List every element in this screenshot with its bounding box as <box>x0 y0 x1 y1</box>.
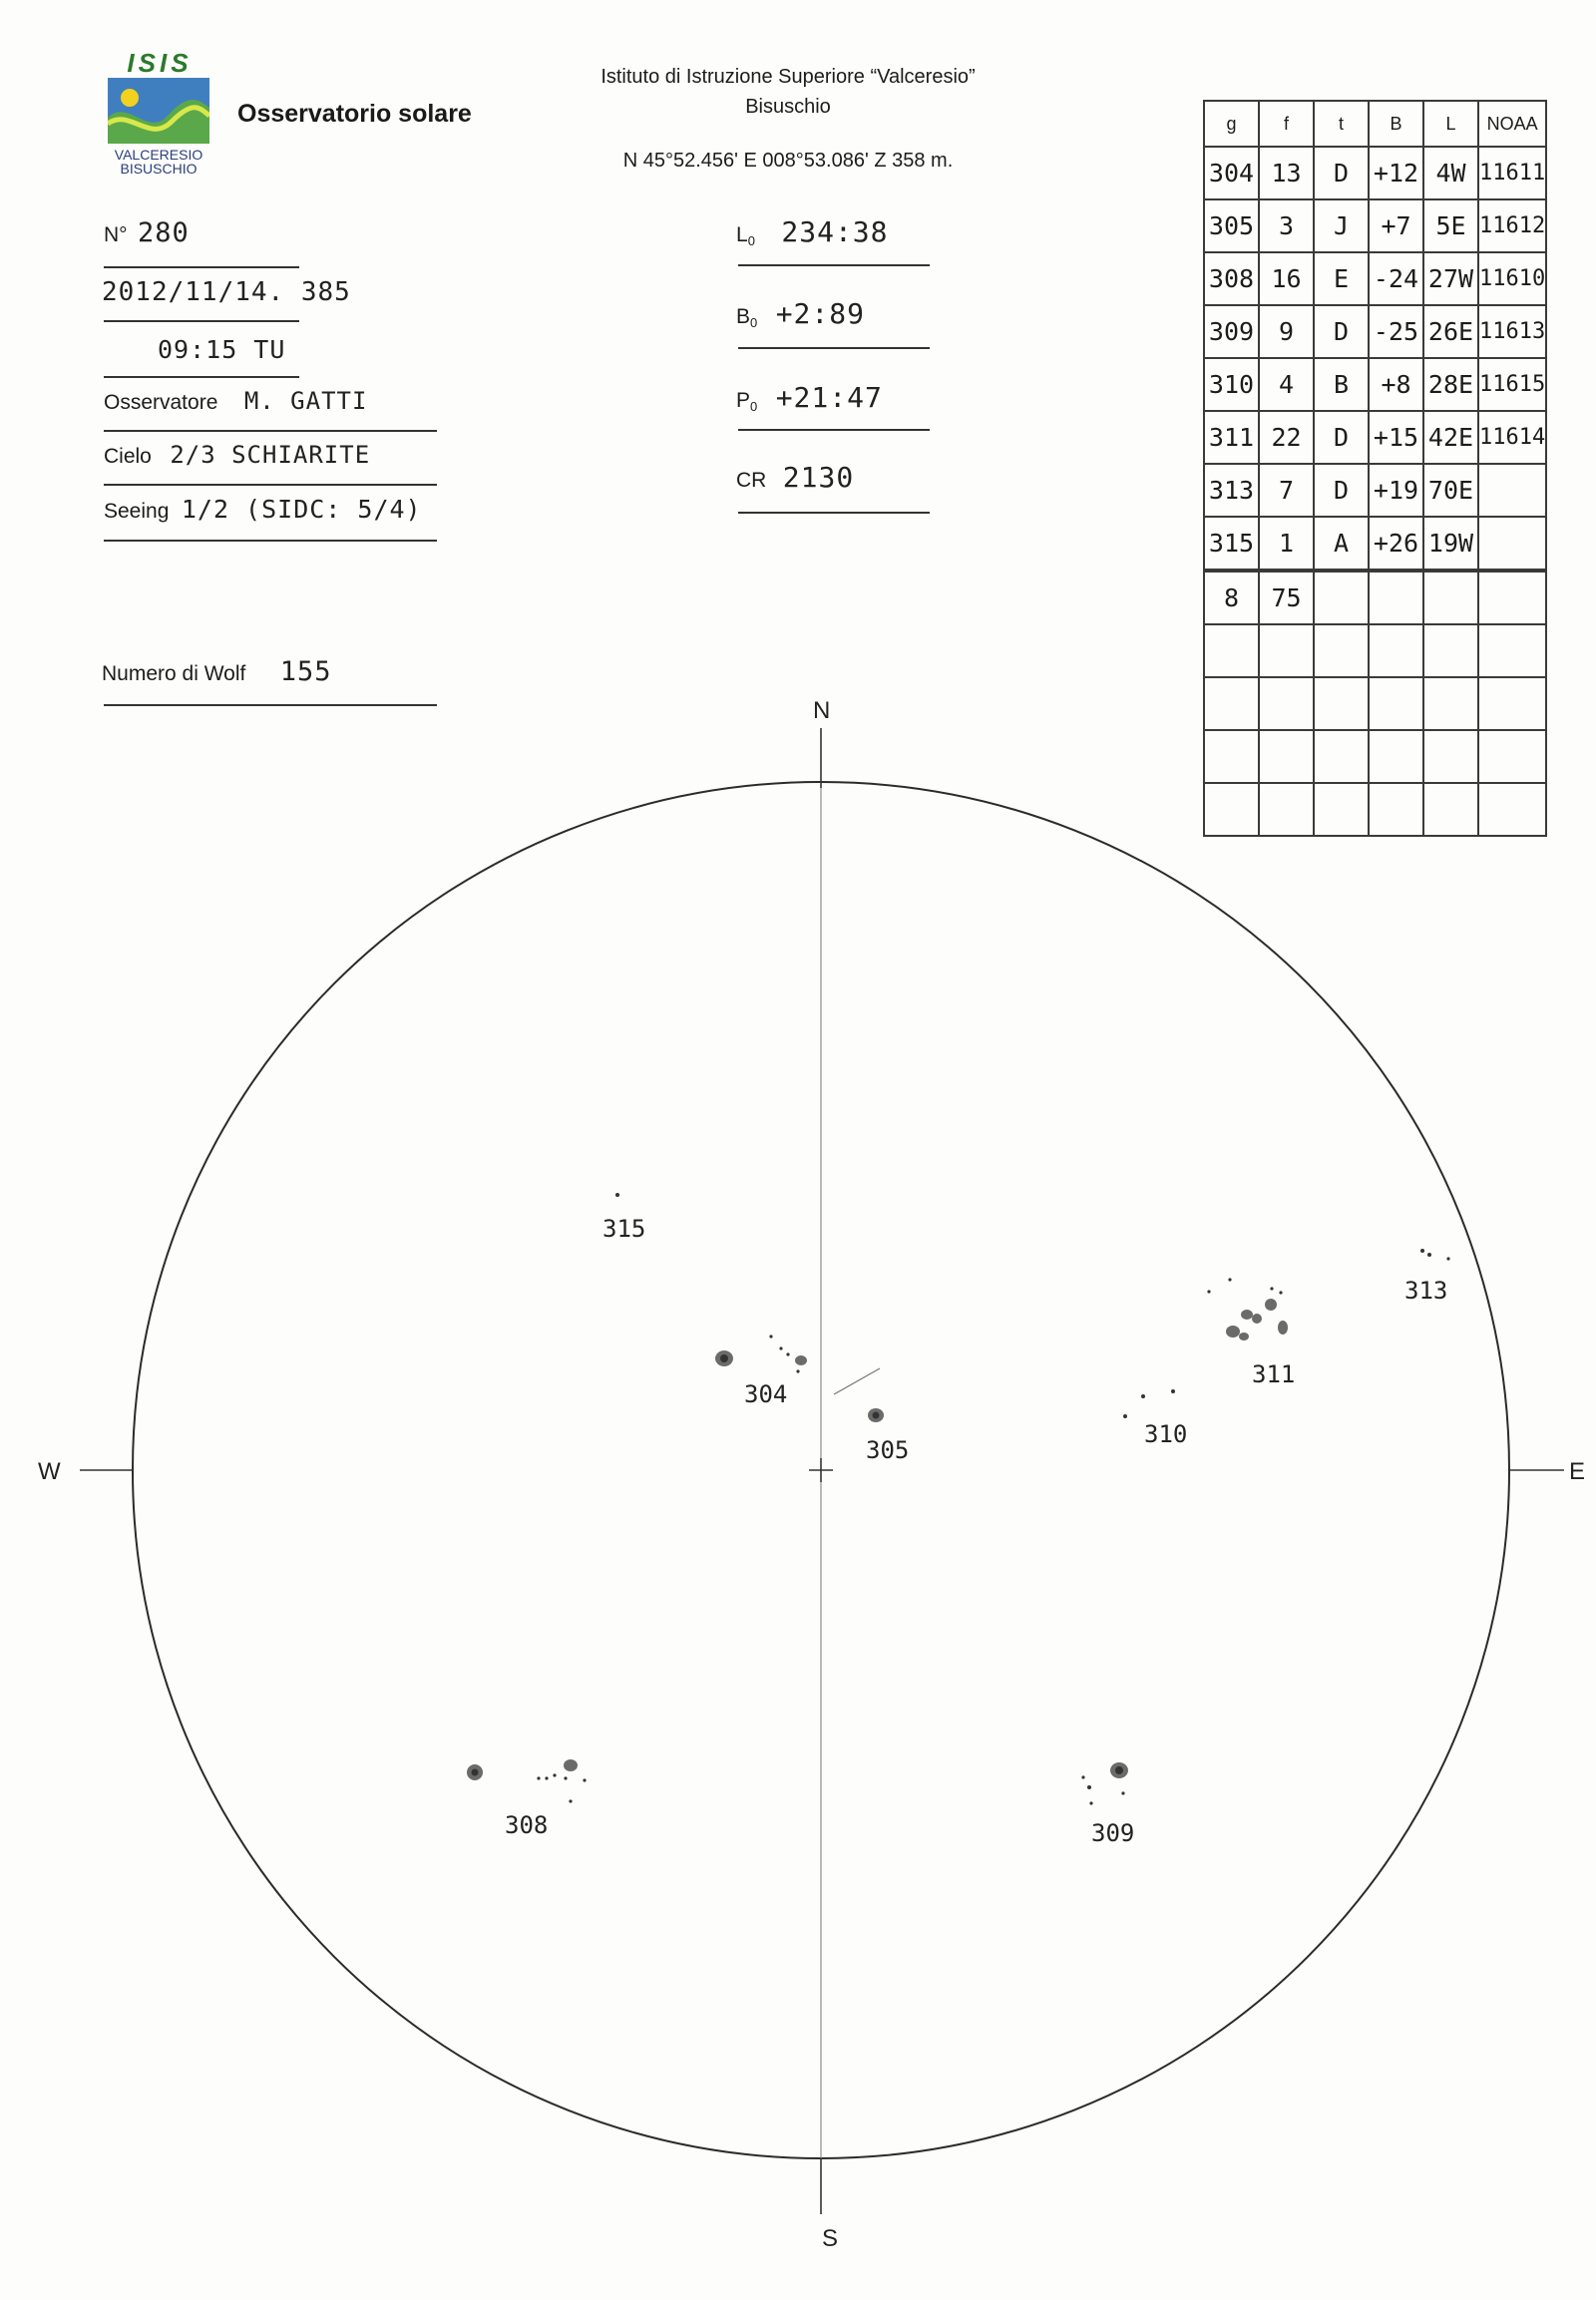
table-cell: E <box>1314 252 1369 305</box>
cr-value: 2130 <box>782 461 855 494</box>
table-cell: 22 <box>1259 411 1314 464</box>
spot <box>1141 1394 1145 1398</box>
seeing-value: 1/2 (SIDC: 5/4) <box>181 495 422 524</box>
p0-label: P <box>736 389 751 412</box>
table-cell: 42E <box>1423 411 1478 464</box>
table-header-cell: NOAA <box>1478 101 1546 147</box>
b0-label: B <box>736 305 751 328</box>
table-cell: D <box>1314 464 1369 517</box>
observation-date: 2012/11/14. 385 <box>102 277 351 307</box>
group-label-313: 313 <box>1404 1277 1448 1305</box>
record-number-label: N° <box>104 223 128 246</box>
spot <box>537 1776 540 1779</box>
spot-umbra <box>472 1769 479 1776</box>
cr-label: CR <box>736 469 767 492</box>
spot <box>1241 1310 1253 1320</box>
spot <box>1089 1801 1092 1804</box>
spot <box>564 1759 578 1771</box>
group-label-315: 315 <box>602 1215 646 1243</box>
table-cell: 11614 <box>1478 411 1546 464</box>
spot <box>1252 1314 1262 1324</box>
group-label-308: 308 <box>505 1811 549 1839</box>
b0-subscript: 0 <box>750 315 758 331</box>
table-cell: 11612 <box>1478 199 1546 252</box>
spot <box>583 1778 586 1781</box>
table-cell: 7 <box>1259 464 1314 517</box>
table-header-cell: g <box>1204 101 1259 147</box>
table-cell: 19W <box>1423 517 1478 571</box>
sunspot-group-313 <box>1420 1249 1450 1261</box>
sunspot-group-315 <box>615 1193 619 1197</box>
b0-value: +2:89 <box>775 297 865 330</box>
institute-town: Bisuschio <box>745 96 831 118</box>
observation-time: 09:15 TU <box>158 335 286 364</box>
spot <box>1171 1389 1175 1393</box>
institute-name: Istituto di Istruzione Superiore “Valceresio” <box>600 66 976 88</box>
table-cell: 311 <box>1204 411 1259 464</box>
table-cell: 305 <box>1204 199 1259 252</box>
spot-umbra <box>1115 1766 1123 1774</box>
table-cell: 28E <box>1423 358 1478 411</box>
p0-value: +21:47 <box>775 381 883 414</box>
spot <box>1278 1321 1288 1335</box>
seeing-label: Seeing <box>104 500 170 523</box>
table-cell: 11610 <box>1478 252 1546 305</box>
sunspot-group-311 <box>1207 1278 1288 1341</box>
table-cell: 304 <box>1204 147 1259 199</box>
table-cell: 4W <box>1423 147 1478 199</box>
table-header-cell: B <box>1369 101 1423 147</box>
south-label: S <box>822 2225 839 2252</box>
table-cell: +15 <box>1369 411 1423 464</box>
table-cell: +19 <box>1369 464 1423 517</box>
spot <box>1087 1785 1091 1789</box>
east-label: E <box>1569 1458 1586 1485</box>
equator-marker-line <box>834 1368 880 1394</box>
spot <box>786 1352 789 1355</box>
table-cell: 16 <box>1259 252 1314 305</box>
sunspot-group-310 <box>1123 1389 1175 1418</box>
spot <box>796 1369 799 1372</box>
sky-value: 2/3 SCHIARITE <box>170 441 371 469</box>
spot <box>1279 1291 1282 1294</box>
table-cell: 4 <box>1259 358 1314 411</box>
table-cell: 9 <box>1259 305 1314 358</box>
observer-label: Osservatore <box>104 391 218 414</box>
table-cell: B <box>1314 358 1369 411</box>
record-number-value: 280 <box>138 217 190 248</box>
table-cell: 11611 <box>1478 147 1546 199</box>
table-cell: 1 <box>1259 517 1314 571</box>
table-cell: +7 <box>1369 199 1423 252</box>
table-cell: 13 <box>1259 147 1314 199</box>
sunspot-group-304 <box>715 1335 807 1372</box>
table-cell: 313 <box>1204 464 1259 517</box>
spot <box>1228 1278 1231 1281</box>
sunspot-group-308 <box>467 1759 587 1803</box>
table-cell: 308 <box>1204 252 1259 305</box>
table-header-cell: t <box>1314 101 1369 147</box>
p0-subscript: 0 <box>750 399 758 415</box>
table-total-cell: 8 <box>1204 571 1259 624</box>
wolf-number-label: Numero di Wolf <box>102 662 246 685</box>
group-label-311: 311 <box>1252 1360 1296 1388</box>
spot-umbra <box>873 1412 880 1419</box>
table-total-cell: 75 <box>1259 571 1314 624</box>
table-cell: 70E <box>1423 464 1478 517</box>
station-coordinates: N 45°52.456' E 008°53.086' Z 358 m. <box>622 150 954 172</box>
wolf-number-value: 155 <box>279 656 332 687</box>
table-cell: -24 <box>1369 252 1423 305</box>
spot <box>564 1776 567 1779</box>
spot <box>1446 1257 1449 1260</box>
group-label-304: 304 <box>744 1380 788 1408</box>
isis-logo-word: ISIS <box>127 48 193 78</box>
table-cell: 3 <box>1259 199 1314 252</box>
table-cell: 11613 <box>1478 305 1546 358</box>
spot <box>1270 1287 1273 1290</box>
table-cell: 11615 <box>1478 358 1546 411</box>
spot <box>1123 1414 1127 1418</box>
table-cell: -25 <box>1369 305 1423 358</box>
table-cell: 5E <box>1423 199 1478 252</box>
spot <box>795 1355 807 1365</box>
table-cell: D <box>1314 147 1369 199</box>
table-cell: 27W <box>1423 252 1478 305</box>
table-cell: +26 <box>1369 517 1423 571</box>
l0-label: L <box>736 223 748 246</box>
spot <box>553 1773 556 1776</box>
l0-value: 234:38 <box>781 215 889 248</box>
west-label: W <box>38 1458 61 1485</box>
table-cell: A <box>1314 517 1369 571</box>
spot <box>615 1193 619 1197</box>
table-cell: +8 <box>1369 358 1423 411</box>
group-label-305: 305 <box>866 1436 910 1464</box>
spot <box>1420 1249 1424 1253</box>
spot <box>1427 1253 1431 1257</box>
table-cell: 26E <box>1423 305 1478 358</box>
observer-value: M. GATTI <box>243 387 368 415</box>
table-header-cell: L <box>1423 101 1478 147</box>
table-cell: 309 <box>1204 305 1259 358</box>
table-cell: 315 <box>1204 517 1259 571</box>
spot <box>1121 1791 1124 1794</box>
spot <box>569 1799 572 1802</box>
group-label-309: 309 <box>1091 1819 1135 1847</box>
l0-subscript: 0 <box>747 233 755 249</box>
group-label-310: 310 <box>1144 1420 1188 1448</box>
table-cell: D <box>1314 305 1369 358</box>
table-cell: D <box>1314 411 1369 464</box>
logo-caption-line2: BISUSCHIO <box>120 161 198 177</box>
north-label: N <box>813 697 831 724</box>
logo-caption-line1: VALCERESIO <box>114 147 203 163</box>
spot <box>1081 1775 1084 1778</box>
spot <box>1207 1290 1210 1293</box>
sky-label: Cielo <box>104 445 152 468</box>
spot <box>1226 1326 1240 1338</box>
table-cell: J <box>1314 199 1369 252</box>
table-cell: +12 <box>1369 147 1423 199</box>
spot <box>1239 1333 1249 1341</box>
sunspot-group-305 <box>868 1408 884 1422</box>
table-cell: 310 <box>1204 358 1259 411</box>
observatory-title: Osservatorio solare <box>237 100 472 128</box>
sunspot-group-309 <box>1081 1762 1128 1805</box>
spot <box>779 1346 782 1349</box>
table-header-cell: f <box>1259 101 1314 147</box>
spot <box>769 1335 772 1338</box>
spot <box>1265 1299 1277 1311</box>
spot-umbra <box>720 1354 728 1362</box>
spot <box>545 1776 548 1779</box>
